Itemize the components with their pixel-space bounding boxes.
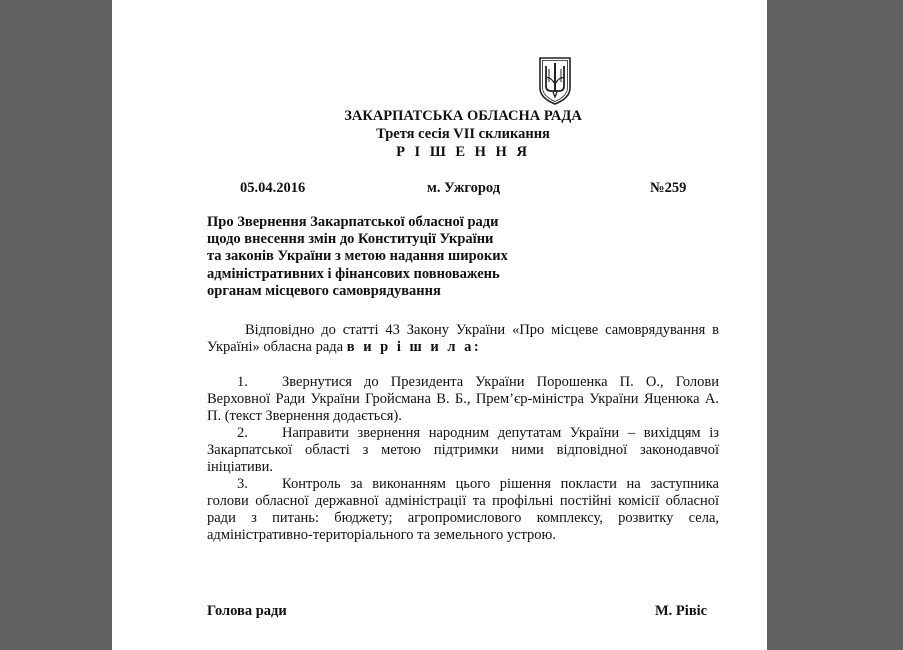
decision-word: в и р і ш и л а: <box>346 339 482 355</box>
item-number: 2. <box>237 425 248 441</box>
intro-paragraph <box>207 322 719 356</box>
item-text: Направити звернення народним депутатам України – вихідцям із Закарпатської області з метою підтримки ними відповідної законодавчої ініціативи. <box>207 425 719 475</box>
subject-line: адміністративних і фінансових повноважень <box>207 265 500 282</box>
subject-line: Про Звернення Закарпатської обласної ради <box>207 214 499 230</box>
list-item <box>207 374 719 425</box>
list-item <box>207 425 719 476</box>
list-item <box>207 476 719 544</box>
signature-title: Голова ради <box>207 603 287 619</box>
item-text: Контроль за виконанням цього рішення покласти на заступника голови обласної державної адміністрації та профільні постійні комісії обласної ради з питань: бюджету; агропромислового комплексу, розвитку села, адміністративно-територіального та земельного устрою. <box>207 476 719 543</box>
subject-line: щодо внесення змін до Конституції України <box>207 231 494 248</box>
item-number: 3. <box>237 476 248 492</box>
decision-place: м. Ужгород <box>427 180 501 196</box>
session-line: Третя сесія VІІ скликання <box>376 126 550 142</box>
subject-line: органам місцевого самоврядування <box>207 282 441 299</box>
decision-date: 05.04.2016 <box>240 180 306 196</box>
council-name: ЗАКАРПАТСЬКА ОБЛАСНА РАДА <box>344 108 582 124</box>
trident-coat-of-arms-icon <box>538 56 572 106</box>
document-type: Р І Ш Е Н Н Я <box>396 144 530 160</box>
subject-line: та законів України з метою надання широких <box>207 248 508 265</box>
intro-text: Відповідно до статті 43 Закону України «Про місцеве самоврядування в Україні» обласна рада <box>207 322 719 355</box>
item-text: Звернутися до Президента України Порошенка П. О., Голови Верховної Ради України Гройсмана В. Б., Прем’єр-міністра України Яценюка А. П. (текст Звернення додається). <box>207 374 719 424</box>
decision-subject <box>207 214 508 300</box>
decision-items <box>207 374 719 544</box>
signature-name: М. Рівіс <box>655 603 708 619</box>
item-number: 1. <box>237 374 248 390</box>
decision-number: №259 <box>650 180 687 196</box>
document-page <box>112 0 767 650</box>
